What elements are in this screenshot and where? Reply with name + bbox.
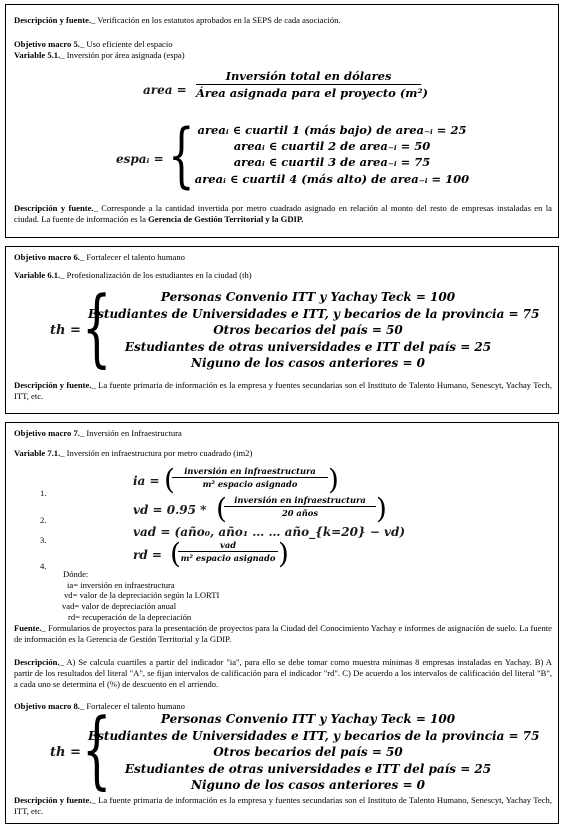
case-row: Niguno de los casos anteriores = 0 [190, 356, 426, 370]
list-number: 4. [40, 561, 47, 571]
paren-open: ( [216, 492, 227, 525]
legend-item: vad= valor de depreciación anual [62, 601, 177, 611]
formula-area-fraction [196, 69, 428, 100]
case-row: areaᵢ ∈ cuartil 2 de area₋ᵢ = 50 [233, 139, 431, 153]
section-box-objective-7 [5, 422, 559, 824]
variable-5-1-text: _ Inversión por área asignada (espa) [60, 50, 185, 60]
fraction-bar [196, 84, 421, 85]
intro-text: _ Verificación en los estatutos aprobados en la SEPS de cada asociación. [91, 15, 341, 25]
description-label: Descripción y fuente. [14, 795, 92, 805]
description-label: Descripción. [14, 657, 60, 667]
description-bold: Gerencia de Gestión Territorial y la GDIP. [148, 214, 304, 224]
objective-7-label: Objetivo macro 7. [14, 428, 80, 438]
paren-close: ) [328, 463, 339, 496]
variable-7-1-label: Variable 7.1. [14, 448, 61, 458]
formula-vd-denominator: 20 años [281, 508, 319, 518]
variable-6-1-text: _ Profesionalización de los estudiantes en la ciudad (th) [60, 270, 252, 280]
fuente-paragraph [14, 623, 552, 645]
paren-open: ( [164, 463, 175, 496]
description-5 [14, 203, 552, 225]
formula-espa-lhs: espaᵢ = [116, 152, 164, 166]
variable-7-1-text: _ Inversión en infraestructura por metro cuadrado (im2) [60, 448, 253, 458]
paren-close: ) [278, 537, 289, 570]
paren-close: ) [376, 492, 387, 525]
formula-area-lhs: area = [143, 83, 187, 97]
fraction-bar [224, 506, 376, 507]
description-label: Descripción y fuente. [14, 203, 94, 213]
formula-rd-denominator: m² espacio asignado [180, 553, 276, 563]
objective-5-label: Objetivo macro 5. [14, 39, 80, 49]
formula-vad: vad = (año₀, año₁ … … año_{k=20} − vd) [133, 525, 406, 539]
case-row: Estudiantes de Universidades e ITT, y becarios de la provincia = 75 [88, 729, 540, 743]
fuente-text: _ Formularios de proyectos para la presentación de proyectos para la Ciudad del Conocimiento Yachay e informes de asignación de suelo. La fuente de información es la Gerencia de Gestión Territorial y la GDIP. [14, 623, 552, 644]
list-number: 1. [40, 488, 47, 498]
description-label: Descripción y fuente. [14, 380, 92, 390]
case-row: Estudiantes de Universidades e ITT, y becarios de la provincia = 75 [88, 307, 540, 321]
variable-5-1-heading [14, 50, 552, 61]
objective-8-text: _ Fortalecer el talento humano [79, 701, 185, 711]
formula-vd-numerator: inversión en infraestructura [234, 495, 366, 505]
description-8 [14, 795, 552, 817]
cases-brace: { [82, 700, 112, 798]
cases-brace: { [82, 278, 112, 376]
description-text: _ Corresponde a la cantidad invertida por metro cuadrado asignado en relación al monto del resto de empresas instaladas en la ciudad. La fuente de información es la [14, 203, 552, 224]
legend-item: vd= valor de la depreciación según la LORTI [64, 590, 220, 600]
case-row: areaᵢ ∈ cuartil 4 (más alto) de area₋ᵢ = 100 [194, 172, 470, 186]
description-text: _ A) Se calcula cuartiles a partir del indicador "ia", para ello se debe tomar como muestra mínimas 8 empresas instaladas en Yachay. B) A partir de los resultados del literal "A", se fijan intervalos de calificación para el indicador "rd". C) De acuerdo a los intervalos de calificación del literal "B", a cada uno se determina el (%) de descuento en el arriendo. [14, 657, 552, 689]
formula-ia-lhs: ia = [133, 474, 160, 488]
legend-title: Dónde: [63, 569, 89, 579]
intro-paragraph [14, 15, 552, 26]
objective-6-text: _ Fortalecer el talento humano [79, 252, 185, 262]
formula-th-lhs: th = [50, 323, 81, 338]
fuente-label: Fuente. [14, 623, 42, 633]
case-row: Estudiantes de otras universidades e ITT del país = 25 [124, 340, 492, 354]
cases-brace: { [168, 114, 195, 196]
objective-6-heading [14, 252, 552, 263]
case-row: Estudiantes de otras universidades e ITT del país = 25 [124, 762, 492, 776]
formula-rd-fraction [178, 540, 278, 563]
objective-5-text: _ Uso eficiente del espacio [79, 39, 173, 49]
variable-5-1-label: Variable 5.1. [14, 50, 61, 60]
objective-7-text: _ Inversión en Infraestructura [79, 428, 182, 438]
formula-ia-numerator: inversión en infraestructura [184, 466, 316, 476]
formula-area-denominator: Área asignada para el proyecto (m²) [196, 86, 428, 100]
formula-rd-lhs: rd = [133, 548, 162, 562]
fraction-bar [172, 477, 328, 478]
formula-rd-numerator: vad [220, 540, 236, 550]
section-box-objective-6 [5, 246, 559, 414]
description-text: _ La fuente primaria de información es la empresa y fuentes secundarias son el Instituto de Talento Humano, Senescyt, Yachay Tech, ITT, etc. [14, 380, 553, 401]
legend-item: rd= recuperación de la depreciación [68, 612, 192, 622]
variable-6-1-label: Variable 6.1. [14, 270, 61, 280]
list-number: 3. [40, 535, 47, 545]
case-row: Personas Convenio ITT y Yachay Teck = 100 [160, 290, 456, 304]
description-text: _ La fuente primaria de información es la empresa y fuentes secundarias son el Instituto de Talento Humano, Senescyt, Yachay Tech, ITT, etc. [14, 795, 553, 816]
intro-label: Descripción y fuente. [14, 15, 92, 25]
formula-vd-fraction [224, 495, 376, 518]
formula-th-lhs: th = [50, 745, 81, 760]
formula-vd-lhs: vd = 0.95 * [133, 503, 207, 517]
objective-5-heading [14, 39, 552, 50]
description-7 [14, 657, 552, 690]
case-row: Niguno de los casos anteriores = 0 [190, 778, 426, 792]
fraction-bar [178, 551, 278, 552]
case-row: Otros becarios del país = 50 [213, 323, 403, 337]
list-number: 2. [40, 515, 47, 525]
case-row: Otros becarios del país = 50 [213, 745, 403, 759]
objective-8-label: Objetivo macro 8. [14, 701, 80, 711]
description-6 [14, 380, 552, 402]
case-row: areaᵢ ∈ cuartil 1 (más bajo) de area₋ᵢ = 25 [197, 123, 467, 137]
legend-item: ia= inversión en infraestructura [67, 580, 175, 590]
paren-open: ( [170, 537, 181, 570]
variable-7-1-heading [14, 448, 552, 459]
section-box-objective-5 [5, 4, 559, 238]
case-row: Personas Convenio ITT y Yachay Teck = 100 [160, 712, 456, 726]
formula-ia-fraction [172, 466, 328, 489]
case-row: areaᵢ ∈ cuartil 3 de area₋ᵢ = 75 [233, 155, 431, 169]
objective-7-heading [14, 428, 552, 439]
formula-area-numerator: Inversión total en dólares [225, 69, 392, 83]
formula-ia-denominator: m² espacio asignado [202, 479, 298, 489]
objective-6-label: Objetivo macro 6. [14, 252, 80, 262]
